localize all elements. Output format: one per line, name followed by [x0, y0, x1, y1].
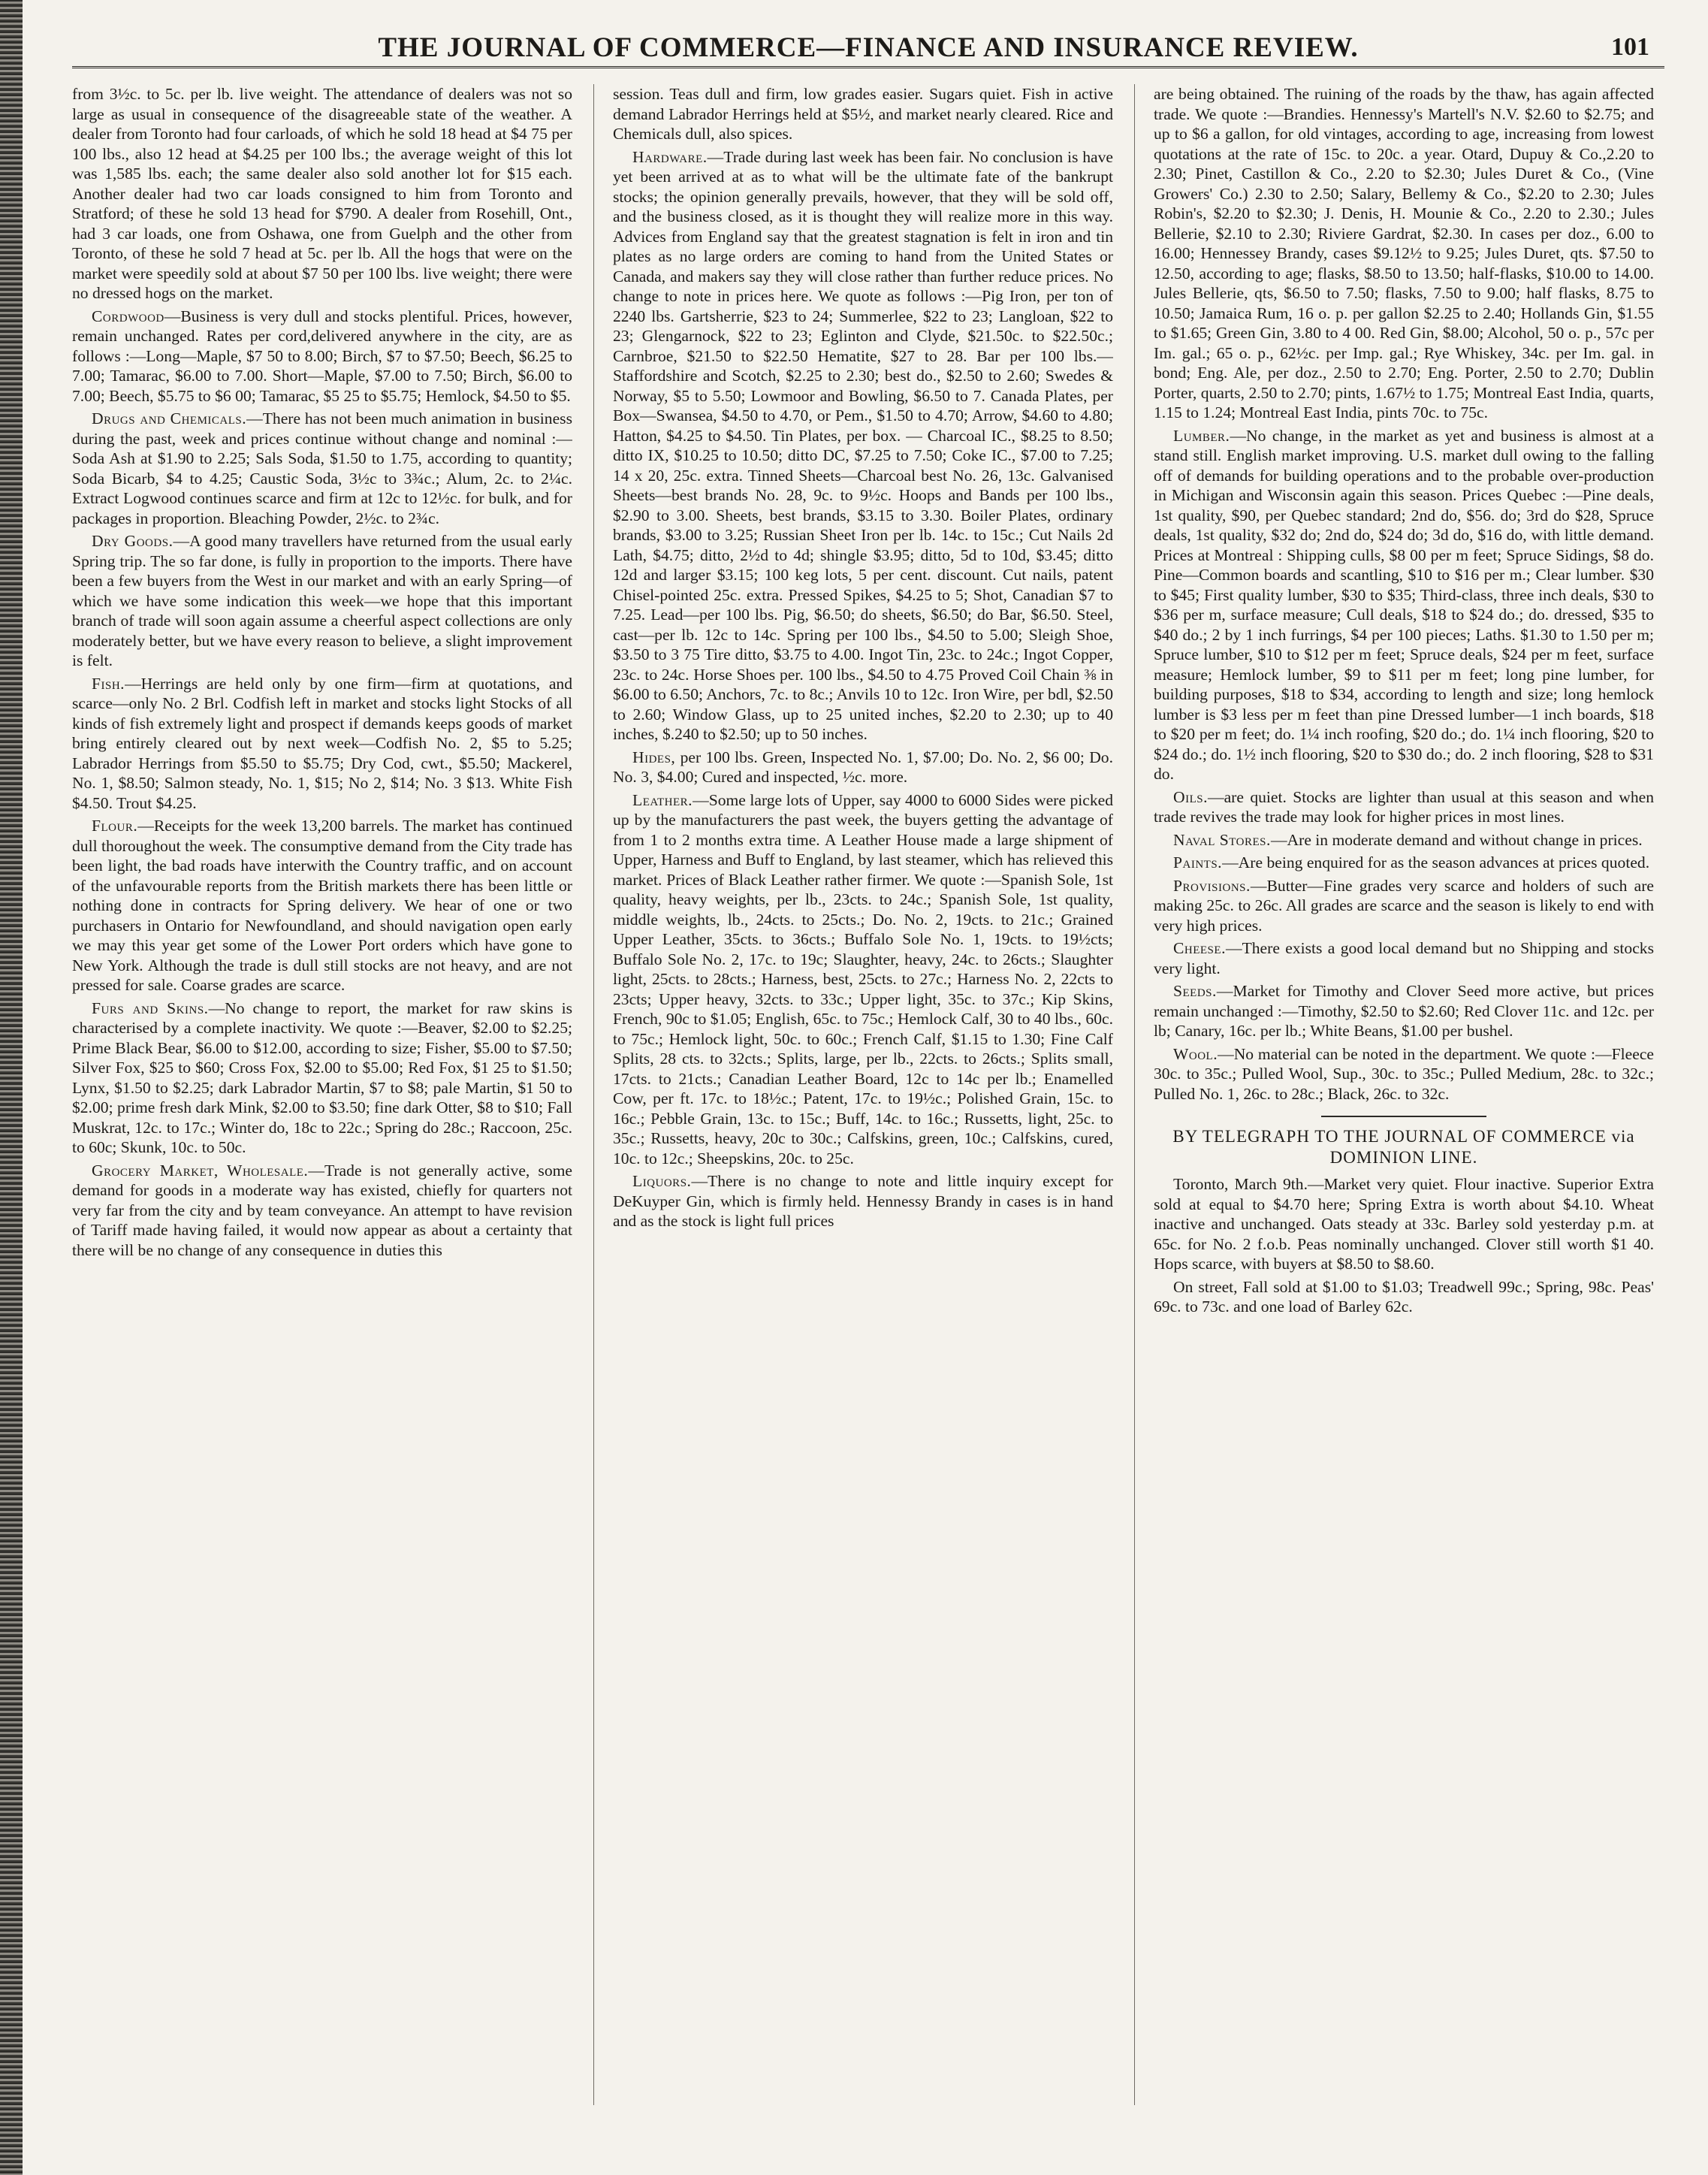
article-paragraph	[1154, 830, 1654, 850]
telegraph-paragraph: On street, Fall sold at $1.00 to $1.03; Treadwell 99c.; Spring, 98c. Peas' 69c. to 73c. and one load of Barley 62c.	[1154, 1277, 1654, 1316]
article-paragraph	[613, 1171, 1113, 1231]
journal-title: THE JOURNAL OF COMMERCE—FINANCE AND INSURANCE REVIEW.	[378, 32, 1359, 63]
article-paragraph	[613, 748, 1113, 787]
paragraph-text: —Business is very dull and stocks plentiful. Prices, however, remain unchanged. Rates per cord,delivered anywhere in the city, are as follows :—Long—Maple, $7 50 to 8.00; Birch, $7 to $7.50; Beech, $6.25 to 7.00; Tamarac, $6.00 to 7.00. Short—Maple, $7.00 to 7.50; Birch, $6.00 to 7.00; Beech, $5.75 to $6 00; Tamarac, $5 25 to $5.75; Hemlock, $4.50 to $5.	[72, 307, 572, 405]
paragraph-text: —Market for Timothy and Clover Seed more active, but prices remain unchanged :—Timothy, $2.50 to $2.60; Red Clover 11c. and 12c. per lb; Canary, 16c. per lb.; White Beans, $1.00 per bushel.	[1154, 982, 1654, 1040]
article-paragraph	[1154, 84, 1654, 423]
section-heading: Provisions.	[1173, 876, 1251, 895]
article-paragraph	[1154, 787, 1654, 827]
paragraph-text: session. Teas dull and firm, low grades easier. Sugars quiet. Fish in active demand Labrador Herrings held at $5½, and market nearly cleared. Rice and Chemicals dull, also spices.	[613, 85, 1113, 143]
article-paragraph	[72, 307, 572, 406]
article-paragraph	[72, 674, 572, 814]
section-heading: Grocery Market, Wholesale.	[92, 1161, 309, 1180]
page-binding-edge	[0, 0, 23, 2175]
article-paragraph	[72, 998, 572, 1158]
paragraph-text: —There is no change to note and little inquiry except for DeKuyper Gin, which is firmly held. Hennessy Brandy in cases is in hand and as the stock is light full prices	[613, 1172, 1113, 1230]
paragraph-text: —Are being enquired for as the season advances at prices quoted.	[1222, 853, 1650, 872]
page-header	[72, 30, 1664, 68]
paragraph-text: —Are in moderate demand and without change in prices.	[1270, 830, 1643, 849]
section-heading: Seeds.	[1173, 982, 1217, 1000]
section-divider	[1321, 1116, 1486, 1117]
article-paragraph	[1154, 876, 1654, 936]
article-paragraph	[613, 790, 1113, 1169]
newspaper-page	[72, 30, 1664, 2141]
paragraph-text: are being obtained. The ruining of the roads by the thaw, has again affected trade. We quote :—Brandies. Hennessy's Martell's N.V. $2.60 to $2.75; and up to $6 a gallon, for old vintages, according to age, increasing from lowest quotations at the rate of 15c. to 20c. a year. Otard, Dupuy & Co.,2.20 to 2.30; Pinet, Castillon & Co., 2.20 to $2.30; Jules Duret & Co., (Vine Growers' Co.) 2.30 to 2.50; Salary, Bellemy & Co., $2.20 to 2.30; Jules Robin's, $2.20 to $2.30; J. Denis, H. Mounie & Co., 2.20 to 2.30.; Jules Bellerie, $2.10 to 2.30; Riviere Gardrat, $2.30. In cases per doz., 6.00 to 16.00; Hennessey Brandy, cases $9.12½ to 9.25; Jules Duret, qts. $7.50 to 12.50, according to age; flasks, $8.50 to 13.50; half-flasks, $10.00 to 14.00. Jules Bellerie, qts, $6.50 to 7.50; flasks, 7.50 to 9.00; half flasks, 8.75 to 10.50; Jamaica Rum, 16 o. p. per gallon $2.25 to 2.40; Hollands Gin, $1.55 to $1.65; Green Gin, 3.80 to 4 00. Red Gin, $8.00; Alcohol, 50 o. p., 57c per Im. gal.; 65 o. p., 62½c. per Imp. gal.; Rye Whiskey, 34c. per Im. gal. in bond; Eng. Ale, per doz., 2.50 to 2.70; Eng. Porter, 2.50 to 2.70; Dublin Porter, quarts, 2.50 to 2.70; pints, 1.67½ to 1.75; Montreal East India, quarts, 1.15 to 1.24; Montreal East India, pints 70c. to 75c.	[1154, 85, 1654, 421]
paragraph-text: —Receipts for the week 13,200 barrels. The market has continued dull thoroughout the week. The consumptive demand from the City trade has been light, the bad roads have interwith the Country traffic, and on account of the unfavourable reports from the British markets there has been little or nothing done in contracts for Spring delivery. We hear of one or two purchasers in Ontario for Newfoundland, and should navigation open early we may this year get some of the Lower Port orders which have gone to New York. Although the trade is dull still stocks are not heavy, and are not pressed for sale. Coarse grades are scarce.	[72, 817, 572, 994]
section-heading: Wool.	[1173, 1044, 1218, 1063]
paragraph-text: —Butter—Fine grades very scarce and holders of such are making 25c. to 26c. All grades are scarce and the season is likely to end with very high prices.	[1154, 876, 1654, 935]
article-paragraph	[613, 147, 1113, 745]
section-heading: Cordwood	[92, 307, 164, 325]
paragraph-text: —There has not been much animation in business during the past, week and prices continue without change and nominal :—Soda Ash at $1.90 to 2.25; Sals Soda, $1.50 to 1.75, according to quantity; Soda Bicarb, $4 to 4.25; Caustic Soda, 3½c to 3¾c.; Alum, 2c. to 2¼c. Extract Logwood continues scarce and firm at 12c to 12½c. for bulk, and for packages in proportion. Bleaching Powder, 2½c. to 2¾c.	[72, 409, 572, 527]
paragraph-text: —Trade during last week has been fair. No conclusion is have yet been arrived at as to what will be the ultimate fate of the bankrupt stocks; the opinion generally prevails, however, that they will be sold off, and the business closed, as it is thought they will realize more in this way. Advices from England say that the greatest stagnation is felt in iron and tin plates as no large orders are coming to hand from the United States or Canada, and makers say they will close rather than further reduce prices. No change to note in prices here. We quote as follows :—Pig Iron, per ton of 2240 lbs. Gartsherrie, $23 to 24; Summerlee, $22 to 23; Langloan, $22 to 23; Glengarnock, $22 to 23; Eglinton and Clyde, $21.50c. to $22.50c.; Carnbroe, $21.50 to $22.50 Hematite, $27 to 28. Bar per 100 lbs.—Staffordshire and Scotch, $2.25 to 2.30; best do., $2.50 to 2.60; Swedes & Norway, $5 to 5.50; Lowmoor and Bowling, $6.50 to 7. Canada Plates, per Box—Swansea, $4.50 to 4.70, or Pem., $1.50 to 4.70; Arrow, $4.60 to 4.80; Hatton, $4.25 to $4.50. Tin Plates, per box. — Charcoal IC., $8.25 to 8.50; ditto IX, $10.25 to 10.50; ditto DC, $7.25 to 7.50; Coke IC., $7.00 to 7.25; 14 x 20, 25c. extra. Tinned Sheets—Charcoal best No. 26, 13c. Galvanised Sheets—best brands No. 28, 9c. to 9½c. Hoops and Bands per 100 lbs., $2.90 to 3.00. Sheets, best brands, $3.15 to 3.30. Boiler Plates, ordinary brands, $3.00 to 3.25; Russian Sheet Iron per lb. 14c. to 15c.; Cut Nails 2d Lath, $4.75; ditto, 2½d to 4d; shingle $3.95; ditto, 5d to 10d, $3.45; ditto 12d and larger $3.15; 100 keg lots, 5 per cent. discount. Cut nails, patent Chisel-pointed 25c. extra. Pressed Spikes, $4.25 to 5; Shot, Canadian $7 to 7.25. Lead—per 100 lbs. Pig, $6.50; do sheets, $6.50; do Bar, $6.50. Steel, cast—per lb. 12c to 14c. Spring per 100 lbs., $4.50 to 5.00; Sleigh Shoe, $3.50 to 3 75 Tire ditto, $3.75 to 4.00. Ingot Tin, 23c. to 24c.; Ingot Copper, 23c. to 24c. Horse Shoes per. 100 lbs., $4.50 to 4.75 Proved Coil Chain ⅜ in $6.00 to 6.50; Anchors, 7c. to 8c.; Anvils 10 to 12c. Iron Wire, per bdl, $2.50 to 2.60; Window Glass, up to 25 united inches, $2.20 to 2.30; up to 40 inches, $.240 to $2.50; up to 50 inches.	[613, 147, 1113, 743]
article-paragraph	[1154, 426, 1654, 784]
paragraph-text: —Some large lots of Upper, say 4000 to 6000 Sides were picked up by the manufacturers the past week, the buyers getting the advantage of from 1 to 2 months extra time. A Leather House made a large shipment of Upper, Harness and Buff to England, by last steamer, which has relieved this market. Prices of Black Leather rather firmer. We quote :—Spanish Sole, 1st quality, heavy weights, per lb., 23cts. to 24c.; Spanish Sole, 1st quality, middle weights, lb., 24cts. to 25cts.; Do. No. 2, 19cts. to 21c.; Grained Upper Leather, 35cts. to 36cts.; Buffalo Sole No. 1, 19cts. to 19½cts; Buffalo Sole No. 2, 17c. to 19c; Slaughter, heavy, 24c. to 26cts.; Slaughter light, 25cts. to 28cts.; Harness, best, 25cts. to 27c.; Harness No. 2, 22cts to 23cts; Upper heavy, 32cts. to 33c.; Upper light, 35c. to 37c.; Kip Skins, French, 90c to $1.05; English, 65c. to 75c.; Hemlock Calf, 30 to 40 lbs., 60c. to 75c.; Hemlock light, 50c. to 60c.; French Calf, $1.15 to 1.30; Fine Calf Splits, 28 cts. to 32cts.; Splits, large, per lb., 22cts. to 26cts.; Splits small, 17cts. to 21cts.; Canadian Leather Board, 12c to 14c per lb.; Enamelled Cow, per ft. 17c. to 18½c.; Patent, 17c. to 19½c.; Polished Grain, 15c. to 16c.; Pebble Grain, 13c. to 15c.; Buff, 14c. to 16c.; Russetts, light, 25c. to 35c.; Russetts, heavy, 20c to 30c.; Calfskins, green, 10c.; Calfskins, cured, 10c. to 12c.; Sheepskins, 20c. to 25c.	[613, 790, 1113, 1168]
article-paragraph	[1154, 938, 1654, 978]
section-heading: Lumber.	[1173, 426, 1230, 445]
article-paragraph	[613, 84, 1113, 144]
section-heading: Paints.	[1173, 853, 1223, 872]
column-3-body	[1154, 84, 1654, 1104]
article-paragraph	[72, 816, 572, 995]
paragraph-text: —A good many travellers have returned from the usual early Spring trip. The so far done, is fully in proportion to the imports. There have been a few buyers from the West in our market and with an early Spring—of which we have some indication this week—we hope that this important branch of trade will soon again assume a cheerful aspect collections are only moderately better, but we have every reason to believe, a slight improvement is felt.	[72, 532, 572, 669]
section-heading: Leather.	[632, 790, 693, 809]
page-number: 101	[1611, 33, 1649, 61]
paragraph-text: —Herrings are held only by one firm—firm at quotations, and scarce—only No. 2 Brl. Codfish left in market and stocks light Stocks of all kinds of fish extremely light and prospect if demands keeps goods of market bring entirely cleared out by next week—Codfish No. 2, $5 to 5.25; Labrador Herrings from $5.50 to $5.75; Dry Cod, cwt., $5.50; Mackerel, No. 1, $8.50; Salmon steady, No. 1, $15; No 2, $14; No. 3 $13. White Fish $4.50. Trout $4.25.	[72, 674, 572, 812]
column-rule	[593, 84, 594, 2105]
paragraph-text: —Trade is not generally active, some demand for goods in a moderate way has existed, chiefly for quarters not very far from the city and by team conveyance. An attempt to have revision of Tariff made having failed, it would now appear as about a certainty that there will be no change of any consequence in duties this	[72, 1161, 572, 1259]
paragraph-text: —No change, in the market as yet and business is almost at a stand still. English market improving. U.S. market dull owing to the falling off of demands for building operations and to the probable over-production in Michigan and Wisconsin again this season. Prices Quebec :—Pine deals, 1st quality, $90, per Quebec standard; 2nd do, $56. do; 3rd do $28, Spruce deals, 1st quality, $32 do; 2nd do, $24 do; 3d do, $16 do, with little demand. Prices at Montreal : Shipping culls, $8 00 per m feet; Spruce Sidings, $8 do. Pine—Common boards and scantling, $10 to $16 per m.; Clear lumber. $30 to $45; First quality lumber, $30 to $35; Third-class, three inch deals, $30 to $36 per m, surface measure; Cull deals, $18 to $24 do.; do. dressed, $35 to $40 do.; 2 by 1 inch furrings, $4 per 100 pieces; Laths. $1.30 to 1.50 per m; Spruce lumber, $10 to $12 per m feet; Spruce deals, $24 per m feet, surface measure; Hemlock lumber, $9 to $11 per m feet; long pine lumber, for building purposes, $18 to $34, according to length and size; long hemlock lumber is $3 less per m feet than pine Dressed lumber—1 inch boards, $18 to $20 per m feet; do. 1¼ inch roofing, $20 do.; do. 1¼ inch flooring, $20 to $24 do.; do. 1½ inch flooring, $20 to $30 do.; do. 2 inch flooring, $28 to $31 do.	[1154, 426, 1654, 783]
section-heading: Liquors.	[632, 1172, 692, 1190]
paragraph-text: —No material can be noted in the department. We quote :—Fleece 30c. to 35c.; Pulled Wool, Sup., 30c. to 35c.; Pulled Medium, 28c. to 32c.; Pulled No. 1, 26c. to 28c.; Black, 26c. to 32c.	[1154, 1044, 1654, 1103]
paragraph-text: from 3½c. to 5c. per lb. live weight. The attendance of dealers was not so large as usual in consequence of the disagreeable state of the weather. A dealer from Toronto had four carloads, of which he sold 18 head at $4 75 per 100 lbs., also 12 head at $4.25 per 100 lbs.; the average weight of this lot was 1,585 lbs. each; the same dealer also sold another lot for $15 each. Another dealer had two car loads consigned to him from Toronto and Stratford; of these he sold 13 head for $790. A dealer from Rosehill, Ont., had 3 car loads, one from Oshawa, one from Guelph and the other from Toronto, of these he sold 7 head at 5c. per lb. All the hogs that were on the market were speedily sold at about $7 50 per 100 lbs. live weight; there were no dressed hogs on the market.	[72, 85, 572, 302]
telegraph-heading: BY TELEGRAPH TO THE JOURNAL OF COMMERCE via DOMINION LINE.	[1172, 1127, 1635, 1167]
telegraph-section	[1154, 1174, 1654, 1317]
section-heading: Cheese.	[1173, 939, 1226, 957]
section-heading: Fish.	[92, 674, 125, 693]
paragraph-text: —are quiet. Stocks are lighter than usual at this season and when trade revives the trade may look for higher prices in most lines.	[1154, 787, 1654, 826]
telegraph-paragraph: Toronto, March 9th.—Market very quiet. Flour inactive. Superior Extra sold at equal to $4.70 here; Spring Extra is worth about $4.10. Wheat inactive and unchanged. Oats steady at 33c. Barley sold yesterday p.m. at 65c. for No. 2 f.o.b. Peas nominally unchanged. Clover still worth $1 40. Hops scarce, with buyers at $8.50 to $8.60.	[1154, 1175, 1654, 1273]
article-paragraph	[72, 409, 572, 528]
section-heading: Furs and Skins.	[92, 998, 209, 1017]
section-heading: Flour.	[92, 817, 138, 835]
section-heading: Naval Stores.	[1173, 830, 1271, 849]
article-paragraph	[72, 1161, 572, 1261]
section-heading: Dry Goods.	[92, 532, 174, 550]
paragraph-text: per 100 lbs. Green, Inspected No. 1, $7.00; Do. No. 2, $6 00; Do. No. 3, $4.00; Cured and inspected, ½c. more.	[613, 748, 1113, 786]
article-paragraph	[1154, 853, 1654, 873]
section-heading: Hides,	[632, 748, 676, 766]
article-paragraph	[1154, 981, 1654, 1041]
section-heading: Oils.	[1173, 787, 1208, 806]
column-rule	[1134, 84, 1135, 2105]
article-paragraph	[72, 531, 572, 671]
section-heading: Hardware.	[632, 147, 708, 166]
column-2	[613, 84, 1113, 2113]
article-paragraph	[1154, 1044, 1654, 1104]
paragraph-text: —No change to report, the market for raw skins is characterised by a complete inactivity. We quote :—Beaver, $2.00 to $2.25; Prime Black Bear, $6.00 to $12.00, according to size; Fisher, $5.00 to $7.50; Silver Fox, $25 to $60; Cross Fox, $2.00 to $5.00; Red Fox, $1 25 to $1.50; Lynx, $1.50 to $2.25; dark Labrador Martin, $7 to $8; pale Martin, $1 50 to $2.00; prime fresh dark Mink, $2.00 to $3.50; fine dark Otter, $8 to $10; Fall Muskrat, 12c. to 17c.; Winter do, 18c to 22c.; Spring do 28c.; Raccoon, 25c. to 60c; Skunk, 10c. to 50c.	[72, 998, 572, 1156]
column-1	[72, 84, 572, 2113]
paragraph-text: —There exists a good local demand but no Shipping and stocks very light.	[1154, 939, 1654, 977]
article-paragraph	[72, 84, 572, 304]
column-3	[1154, 84, 1654, 2113]
section-heading: Drugs and Chemicals.	[92, 409, 247, 427]
